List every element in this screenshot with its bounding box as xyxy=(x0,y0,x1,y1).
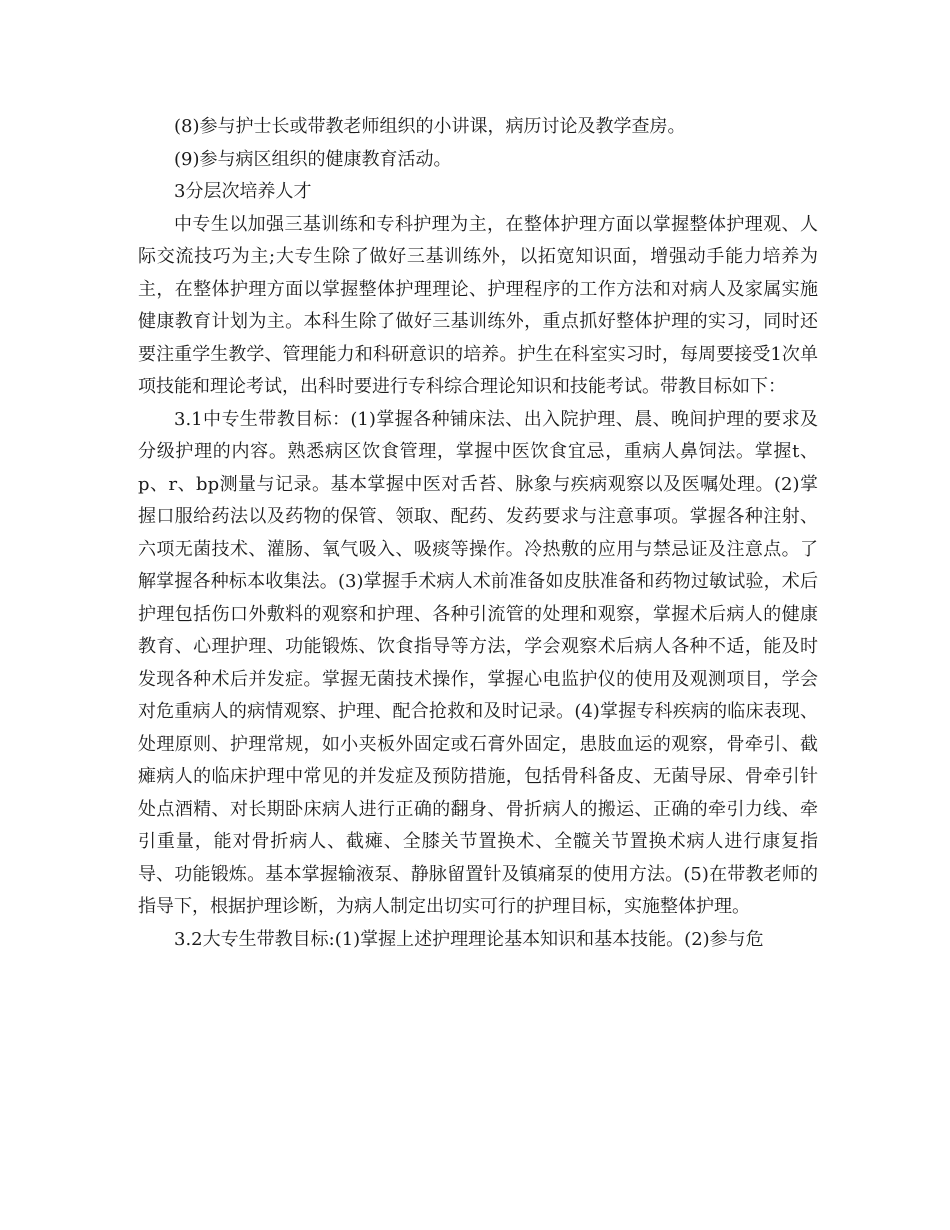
section-heading-3: 3分层次培养人才 xyxy=(174,181,312,202)
paragraph-3-1-goals: 3.1中专生带教目标：(1)掌握各种铺床法、出入院护理、晨、晚间护理的要求及分级护理的内容。熟悉病区饮食管理，掌握中医饮食宜忌，重病人鼻饲法。掌握t、p、r、bp测量与记录。基本掌握中医对舌苔、脉象与疾病观察以及医嘱处理。(2)掌握口服给药法以及药物的保管、领取、配药、发药要求与注意事项。掌握各种注射、六项无菌技术、灌肠、氧气吸入、吸痰等操作。冷热敷的应用与禁忌证及注意点。了解掌握各种标本收集法。(3)掌握手术病人术前准备如皮肤准备和药物过敏试验，术后护理包括伤口外敷料的观察和护理、各种引流管的处理和观察，掌握术后病人的健康教育、心理护理、功能锻炼、饮食指导等方法，学会观察术后病人各种不适，能及时发现各种术后并发症。掌握无菌技术操作，掌握心电监护仪的使用及观测项目，学会对危重病人的病情观察、护理、配合抢救和及时记录。(4)掌握专科疾病的临床表现、处理原则、护理常规，如小夹板外固定或石膏外固定，患肢血运的观察，骨牵引、截瘫病人的临床护理中常见的并发症及预防措施，包括骨科备皮、无菌导尿、骨牵引针处点酒精、对长期卧床病人进行正确的翻身、骨折病人的搬运、正确的牵引力线、牵引重量，能对骨折病人、截瘫、全膝关节置换术、全髋关节置换术病人进行康复指导、功能锻炼。基本掌握输液泵、静脉留置针及镇痛泵的使用方法。(5)在带教老师的指导下，根据护理诊断，为病人制定出切实可行的护理目标，实施整体护理。 xyxy=(138,408,818,917)
paragraph-8-lecture-participation: (8)参与护士长或带教老师组织的小讲课，病历讨论及教学查房。 xyxy=(174,116,686,137)
paragraph-training-levels: 中专生以加强三基训练和专科护理为主，在整体护理方面以掌握整体护理观、人际交流技巧为主;大专生除了做好三基训练外，以拓宽知识面，增强动手能力培养为主，在整体护理方面以掌握整体护理理论、护理程序的工作方法和对病人及家属实施健康教育计划为主。本科生除了做好三基训练外，重点抓好整体护理的实习，同时还要注重学生教学、管理能力和科研意识的培养。护生在科室实习时，每周要接受1次单项技能和理论考试，出科时要进行专科综合理论知识和技能考试。带教目标如下： xyxy=(138,213,818,397)
document-body xyxy=(138,111,818,956)
paragraph-3-2-goals: 3.2大专生带教目标:(1)掌握上述护理理论基本知识和基本技能。(2)参与危 xyxy=(174,928,764,950)
paragraph-9-health-education: (9)参与病区组织的健康教育活动。 xyxy=(174,148,452,170)
